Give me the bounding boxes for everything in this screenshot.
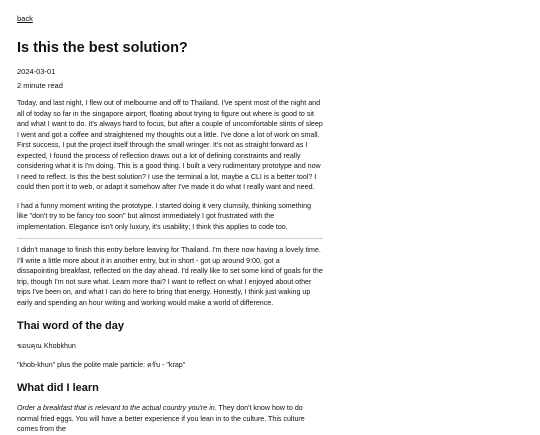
post-date: 2024-03-01 bbox=[17, 67, 56, 76]
paragraph-thailand: I didn't manage to finish this entry before leaving for Thailand. I'm there now having a lovely time. I'll write a little more about it in another entry, but in short - got up around 9:00, got a dissapointing breakfast, reflected on the day ahead. I'd really like to set some kind of goals for the trip, though I'm not sure what. Learn more thai? I want to reflect on what I enjoyed about other trips I've been on, and what I can do here to bring that energy. Honestly, I think just waking up early and spending an hour writing and working would make a world of difference. bbox=[17, 246, 323, 307]
section-divider bbox=[17, 238, 323, 239]
read-time: 2 minute read bbox=[17, 81, 63, 90]
thai-word-heading: Thai word of the day bbox=[17, 320, 124, 332]
paragraph-intro: Today, and last night, I flew out of melbourne and off to Thailand. I've spent most of the night and all of today so far in the singapore airport, floating about trying to figure out where is good to sit and what I want to do. It's always hard to focus, but after a couple of uncomfortable stints of sleep I went and got a coffee and straightened my thoughts out a little. I've done a lot of work on small. First success, I put the project itself through the small wringer. It's not as straight forward as I expected, I found the process of reflection draws out a lot of defining constraints and really considering what it is I'm doing. This is a good thing. I built a very rudimentary prototype and now I need to reflect. Is this the best solution? I use the terminal a lot, maybe a CLI is a better tool? I could then port it to web, or adapt it somehow after I've made it do what I really want and need. bbox=[17, 99, 323, 191]
learn-emphasis: Order a breakfast that is relevant to the actual country you're in. bbox=[17, 404, 217, 412]
page-title: Is this the best solution? bbox=[17, 40, 188, 56]
learn-paragraph bbox=[17, 403, 323, 435]
paragraph-prototype: I had a funny moment writing the prototype. I started doing it very clumsily, thinking something like "don't try to be fancy too soon" but almost immediately I got frustrated with the implementation. Elegance isn't only luxury, it's usability; I think this applies to code too. bbox=[17, 201, 312, 231]
back-link[interactable]: back bbox=[17, 14, 33, 23]
thai-word-pronunciation: "khob-khun" plus the polite male particle: ครับ - "krap" bbox=[17, 360, 186, 369]
learn-text: They don't know how to do normal fried eggs. You will have a better experience if you lean in to the culture. This culture comes from the bbox=[17, 404, 305, 433]
thai-word: ขอบคุณ Khobkhun bbox=[17, 342, 76, 350]
learn-heading: What did I learn bbox=[17, 382, 99, 394]
